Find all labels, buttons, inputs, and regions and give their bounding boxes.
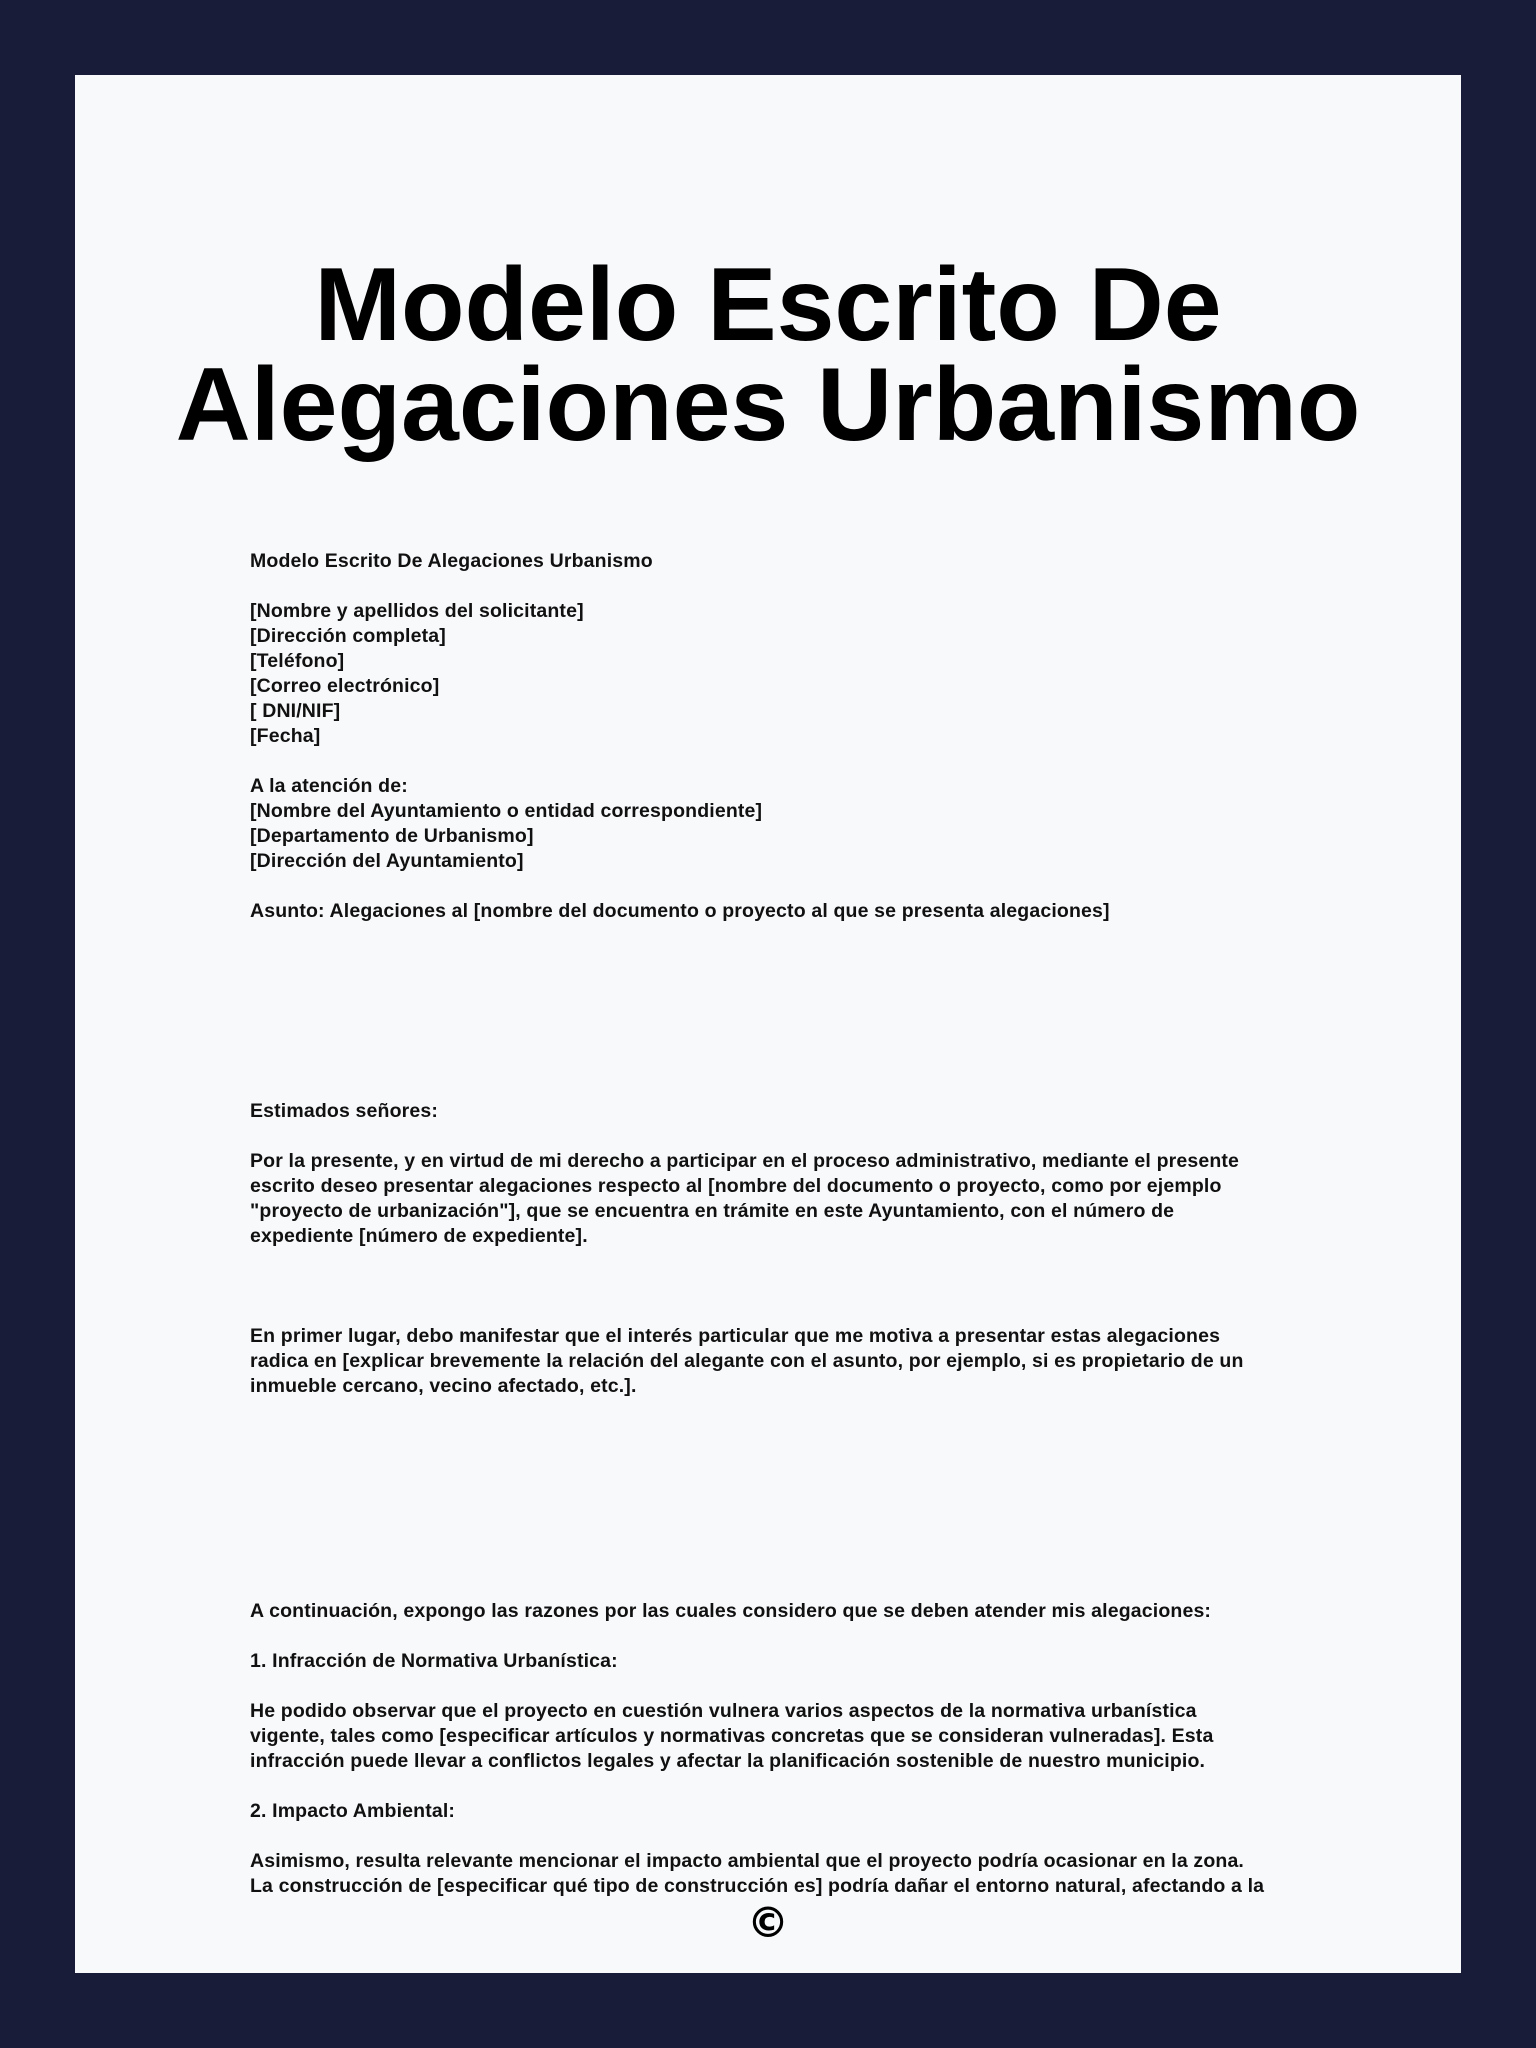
blank-line: [250, 574, 1350, 599]
blank-line: [250, 749, 1350, 774]
paragraph-line: Asimismo, resulta relevante mencionar el impacto ambiental que el proyecto podría ocasionar en la zona.: [250, 1850, 1245, 1872]
blank-line: [250, 1774, 1350, 1799]
header-block: [250, 549, 1350, 924]
doc-heading: Modelo Escrito De Alegaciones Urbanismo: [250, 550, 653, 572]
blank-line: [250, 1674, 1350, 1699]
attention-label: A la atención de:: [250, 775, 408, 797]
reason-heading: 2. Impacto Ambiental:: [250, 1800, 456, 1822]
paragraph-line: Por la presente, y en virtud de mi derecho a participar en el proceso administrativo, mediante el presente: [250, 1150, 1240, 1172]
reasons-intro: A continuación, expongo las razones por las cuales considero que se deben atender mis alegaciones:: [250, 1600, 1212, 1622]
paragraph-line: vigente, tales como [especificar artículos y normativas concretas que se consideran vulneradas]. Esta: [250, 1725, 1214, 1747]
sender-name: [Nombre y apellidos del solicitante]: [250, 600, 584, 622]
salutation: Estimados señores:: [250, 1100, 439, 1122]
document-title-line: Modelo Escrito De: [314, 247, 1222, 363]
blank-line: [250, 1124, 1350, 1149]
paragraph-line: He podido observar que el proyecto en cuestión vulnera varios aspectos de la normativa urbanística: [250, 1700, 1197, 1722]
sender-phone: [Teléfono]: [250, 650, 345, 672]
paragraph-line: expediente [número de expediente].: [250, 1225, 588, 1247]
recipient-entity: [Nombre del Ayuntamiento o entidad correspondiente]: [250, 800, 763, 822]
sender-address: [Dirección completa]: [250, 625, 446, 647]
sender-id: [ DNI/NIF]: [250, 700, 341, 722]
blank-line: [250, 1624, 1350, 1649]
paragraph-line: En primer lugar, debo manifestar que el interés particular que me motiva a presentar estas alegaciones: [250, 1325, 1221, 1347]
document-title: [75, 247, 1461, 463]
sender-email: [Correo electrónico]: [250, 675, 440, 697]
blank-line: [250, 874, 1350, 899]
subject-line: Asunto: Alegaciones al [nombre del documento o proyecto al que se presenta alegaciones]: [250, 900, 1110, 922]
paragraph-line: radica en [explicar brevemente la relación del alegante con el asunto, por ejemplo, si es propietario de un: [250, 1350, 1244, 1372]
document-page: [75, 75, 1461, 1973]
copyright-icon: ©: [747, 1898, 789, 1947]
interest-paragraph: [250, 1324, 1350, 1399]
paragraph-line: inmueble cercano, vecino afectado, etc.].: [250, 1375, 637, 1397]
paragraph-line: La construcción de [especificar qué tipo de construcción es] podría dañar el entorno natural, afectando a la: [250, 1875, 1265, 1897]
letter-date: [Fecha]: [250, 725, 321, 747]
document-title-line: Alegaciones Urbanismo: [175, 347, 1361, 463]
paragraph-line: infracción puede llevar a conflictos legales y afectar la planificación sostenible de nuestro municipio.: [250, 1750, 1206, 1772]
paragraph-line: "proyecto de urbanización"], que se encuentra en trámite en este Ayuntamiento, con el número de: [250, 1200, 1175, 1222]
reason-heading: 1. Infracción de Normativa Urbanística:: [250, 1650, 618, 1672]
recipient-address: [Dirección del Ayuntamiento]: [250, 850, 524, 872]
recipient-department: [Departamento de Urbanismo]: [250, 825, 534, 847]
blank-line: [250, 1824, 1350, 1849]
paragraph-line: escrito deseo presentar alegaciones respecto al [nombre del documento o proyecto, como por ejemplo: [250, 1175, 1222, 1197]
intro-paragraph: [250, 1099, 1350, 1249]
reasons-section: [250, 1599, 1350, 1899]
